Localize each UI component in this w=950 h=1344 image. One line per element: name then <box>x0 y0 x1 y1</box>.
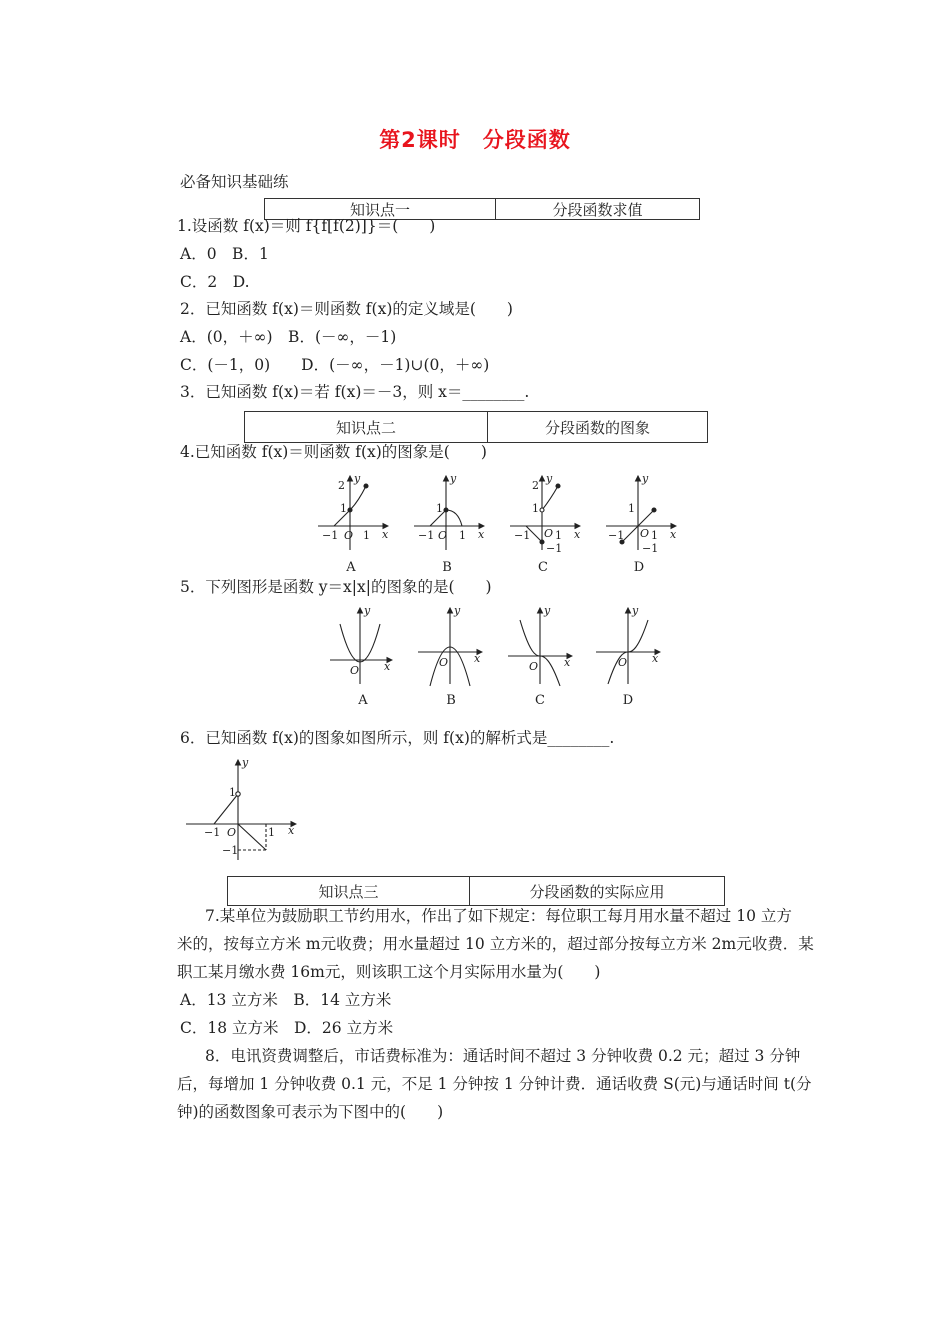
axis-tick: 1 <box>628 502 635 515</box>
axis-tick: 1 <box>532 502 539 515</box>
axis-label-y: y <box>354 472 361 485</box>
axis-origin: O <box>529 660 539 673</box>
axis-tick: −1 <box>514 529 531 542</box>
graph-5d <box>596 608 660 684</box>
axis-label-x: x <box>564 656 571 669</box>
knowledge-topic: 分段函数求值 <box>552 200 643 219</box>
axis-label-x: x <box>574 528 581 541</box>
question-7-line-2: 米的，按每立方米 m元收费；用水量超过 10 立方米的，超过部分按每立方米 2m元收费．某 <box>177 935 814 953</box>
axis-label-y: y <box>544 604 551 617</box>
question-3: 3．已知函数 f(x)＝若 f(x)＝－3，则 x＝________. <box>180 383 530 401</box>
option-label: A <box>358 693 368 708</box>
axis-tick: 1 <box>268 826 275 839</box>
option-label: D <box>633 560 645 575</box>
option-label: A <box>346 560 356 575</box>
option-label: D <box>622 693 634 708</box>
axis-origin: O <box>439 656 449 669</box>
axis-tick: −1 <box>222 844 239 857</box>
axis-label-y: y <box>546 472 553 485</box>
axis-origin: O <box>544 527 554 540</box>
axis-tick: 1 <box>555 529 562 542</box>
axis-tick: 1 <box>363 529 370 542</box>
question-5: 5．下列图形是函数 y＝x|x|的图象的是( ) <box>180 578 492 596</box>
knowledge-label: 知识点三 <box>228 877 470 905</box>
question-8-line-2: 后，每增加 1 分钟收费 0.1 元，不足 1 分钟按 1 分钟计费．通话收费 S(元)与通话时间 t(分 <box>177 1075 812 1093</box>
axis-label-x: x <box>474 652 481 665</box>
question-7-options-ab: A．13 立方米 B．14 立方米 <box>180 991 392 1009</box>
knowledge-topic: 分段函数的图象 <box>544 418 650 437</box>
question-7-line-1: 7.某单位为鼓励职工节约用水，作出了如下规定：每位职工每月用水量不超过 10 立方 <box>205 907 792 925</box>
axis-label-x: x <box>382 528 389 541</box>
option-label: B <box>446 693 456 708</box>
page-title: 第2课时 分段函数 <box>379 128 571 152</box>
question-7-options-cd: C．18 立方米 D．26 立方米 <box>180 1019 394 1037</box>
axis-tick: 1 <box>340 502 347 515</box>
axis-tick: 1 <box>459 529 466 542</box>
knowledge-label: 知识点二 <box>245 412 488 442</box>
knowledge-table-3 <box>227 876 725 906</box>
axis-label-x: x <box>670 528 677 541</box>
graph-5a <box>330 608 392 684</box>
axis-origin: O <box>618 656 628 669</box>
question-4: 4.已知函数 f(x)＝则函数 f(x)的图象是( ) <box>180 443 487 461</box>
question-2-options-cd: C．(－1，0) D．(－∞，－1)∪(0，＋∞) <box>180 356 490 374</box>
question-4-graphs <box>314 472 694 557</box>
question-2: 2．已知函数 f(x)＝则函数 f(x)的定义域是( ) <box>180 300 513 318</box>
question-6-graph <box>184 756 304 864</box>
axis-tick: 1 <box>436 502 443 515</box>
knowledge-label: 知识点一 <box>265 199 496 219</box>
option-label: B <box>442 560 452 575</box>
axis-label-x: x <box>384 660 391 673</box>
axis-label-x: x <box>288 824 295 837</box>
section-heading: 必备知识基础练 <box>180 173 289 191</box>
graph-5c <box>508 608 572 686</box>
axis-tick: −1 <box>204 826 221 839</box>
knowledge-topic: 分段函数的实际应用 <box>529 882 665 901</box>
question-8-line-1: 8．电讯资费调整后，市话费标准为：通话时间不超过 3 分钟收费 0.2 元；超过 3 分钟 <box>205 1047 801 1065</box>
knowledge-table-2 <box>244 411 708 443</box>
question-5-graphs <box>326 604 666 688</box>
axis-tick: 2 <box>532 479 539 492</box>
axis-label-x: x <box>478 528 485 541</box>
axis-label-y: y <box>450 472 457 485</box>
question-7-line-3: 职工某月缴水费 16m元，则该职工这个月实际用水量为( ) <box>177 963 601 981</box>
axis-label-y: y <box>454 604 461 617</box>
axis-tick: −1 <box>546 542 563 555</box>
question-1: 1.设函数 f(x)＝则 f{f[f(2)]}＝( ) <box>177 217 436 235</box>
question-2-options-ab: A．(0，＋∞) B．(－∞，－1) <box>180 328 397 346</box>
axis-tick: 1 <box>229 786 236 799</box>
axis-origin: O <box>344 529 354 542</box>
question-1-options-cd: C．2 D. <box>180 273 250 291</box>
axis-tick: 1 <box>651 529 658 542</box>
axis-tick: −1 <box>418 529 435 542</box>
axis-label-x: x <box>652 652 659 665</box>
axis-tick: −1 <box>642 542 659 555</box>
graph-5b <box>418 608 482 686</box>
option-label: C <box>535 693 545 708</box>
option-label: C <box>538 560 548 575</box>
axis-tick: −1 <box>322 529 339 542</box>
axis-origin: O <box>640 527 650 540</box>
axis-origin: O <box>227 826 237 839</box>
question-1-options-ab: A．0 B．1 <box>180 245 269 263</box>
axis-label-y: y <box>642 472 649 485</box>
axis-tick: 2 <box>338 479 345 492</box>
axis-label-y: y <box>242 756 249 769</box>
axis-label-y: y <box>364 604 371 617</box>
question-8-line-3: 钟)的函数图象可表示为下图中的( ) <box>177 1103 444 1121</box>
question-6: 6．已知函数 f(x)的图象如图所示，则 f(x)的解析式是________. <box>180 729 615 747</box>
axis-origin: O <box>350 664 360 677</box>
axis-label-y: y <box>632 604 639 617</box>
axis-origin: O <box>438 529 448 542</box>
axis-tick: −1 <box>608 529 625 542</box>
